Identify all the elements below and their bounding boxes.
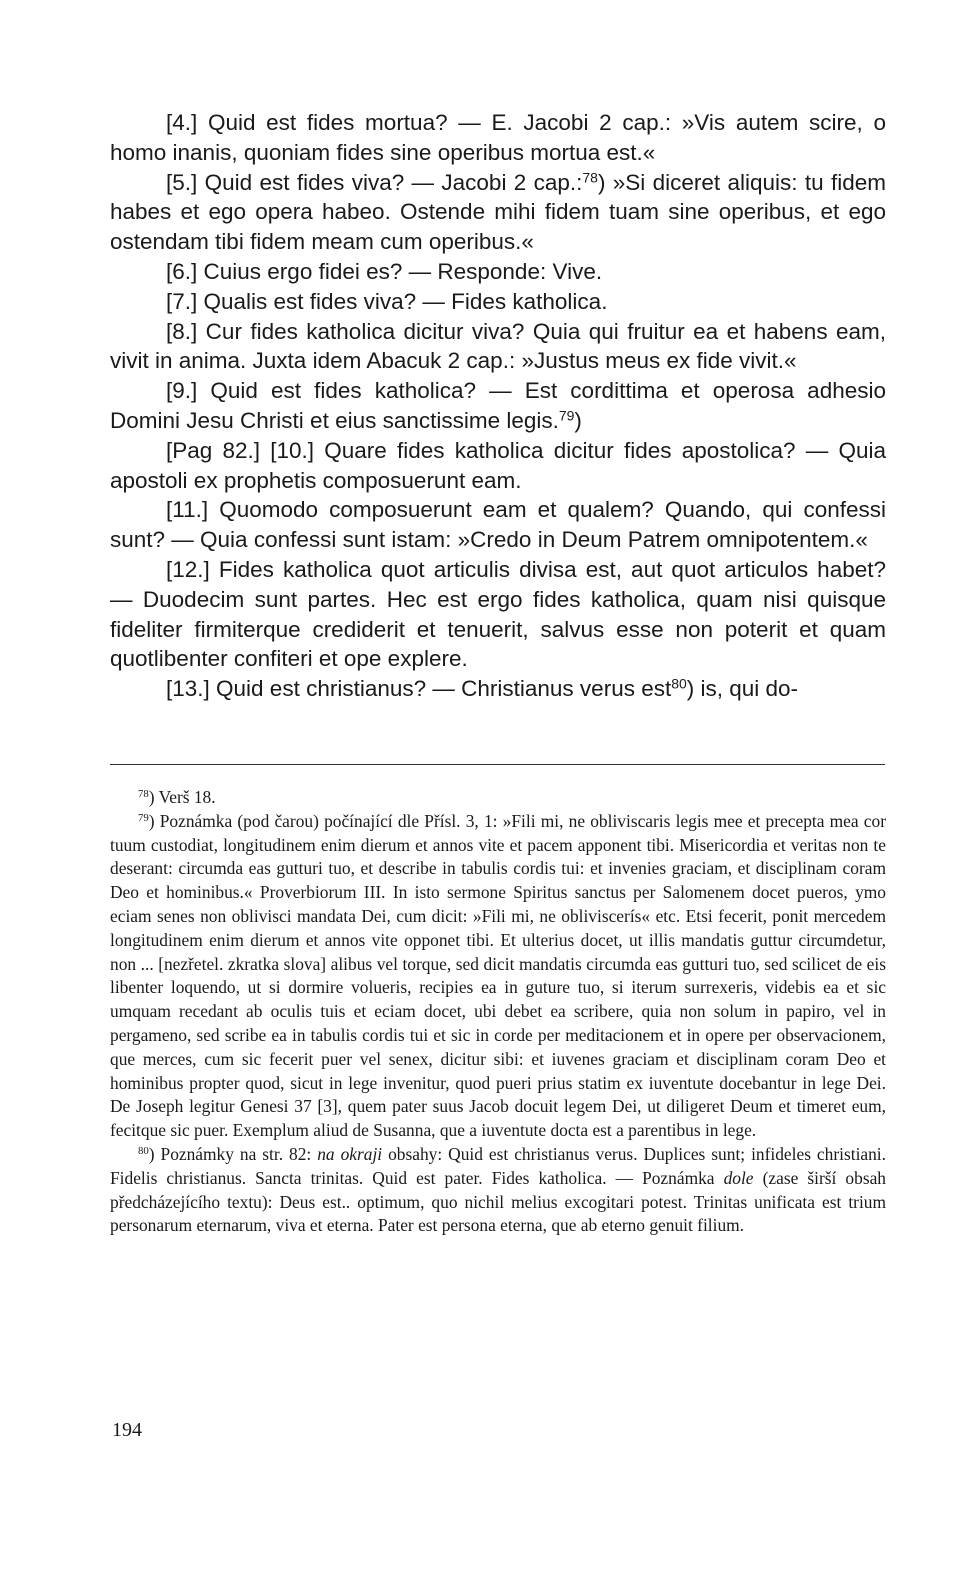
paragraph-13-text: [13.] Quid est christianus? — Christianus verus est [166,676,672,702]
paragraph-6: [6.] Cuius ergo fidei es? — Responde: Vive. [166,258,603,284]
footnote-text-end: (zase širší obsah předcházejícího textu): Deus est.. optimum, quo nichil melius excogitari potest. Trinitas unificata est trium personarum eternarum, viva et eterna. Pater est persona eterna, que ab eterno genuit filium. [110,1167,886,1236]
footnote-text: ) Poznámka (pod čarou) počínající dle Přísl. 3, 1: »Fili mi, ne obliviscaris legis mee et precepta mea cor tuum custodiat, longitudinem enim dierum et annos vite et pacem apponent tibi. Misericordia et veritas non te deserant: circumda eas gutturi tuo, et describe in tabulis cordis tui: et invenies graciam, et disciplinam coram Deo et hominibus.« Proverbiorum III. In isto sermone Spiritus sanctus per Salomenem docet pueros, ymo eciam senes non oblivisci mandata Dei, cum dicit: »Fili mi, ne obliviscerís« etc. Etsi fecerit, ponit mercedem longitudinem enim dierum et annos vite opponet tibi. Et ulterius docet, ut illis mandatis guttur circumdetur, non ... [nezřetel. zkratka slova] alibus vel torque, sed dicit mandatis circumda eas gutturi tuo, sed scilicet de eis libenter loquendo, ut si dormire volueris, recipies ea in guture tuo, si iterum surrexeris, videbis ea et sic umquam recedant ab oculis tuis et eciam docet, ubi debet ea scribere, quia non solum in papiro, vel in pergameno, sed scribe ea in tabulis cordis tui et sic in corde per meditacionem et in opere per observacionem, que merces, cum sic fecerit puer vel senex, dicitur sibi: et iuvenes graciam et disciplinam coram Deo et hominibus propter quod, sicut in lege invenitur, quod pueri prius statim ex iuventute docebantur in lege Dei. De Joseph legitur Genesi 37 [3], quem pater suus Jacob docuit legem Dei, ut diligeret Deum et timeret eum, fecitque sic puer. Exemplum aliud de Susanna, que a iuventute docta est a parentibus in lege. [110,810,886,1141]
footnote-80 [110,1143,886,1238]
footnotes [110,786,886,1238]
paragraph-12: [12.] Fides katholica quot articulis divisa est, aut quot articulos habet? — Duodecim sunt partes. Hec est ergo fides katholica, quam nisi quisque fideliter firmiterque crediderit et tenuerit, salvus esse non poterit et quam quotlibenter confiteri et ope explere. [110,556,886,672]
footnote-ref-78: 78 [582,168,598,185]
paragraph-13-text-cont: ) is, qui do- [686,676,799,702]
footnote-text: ) Poznámky na str. 82: [148,1143,318,1164]
paragraph-9 [110,376,886,436]
footnote-mark: 80 [138,1145,149,1158]
paragraph-11: [11.] Quomodo composuerunt eam et qualem? Quando, qui confessi sunt? — Quia confessi sunt istam: »Credo in Deum Patrem omnipotentem.« [110,497,886,553]
footnote-78 [110,786,886,810]
footnote-79 [110,810,886,1143]
footnote-mark: 78 [138,788,149,801]
footnote-text-cont: obsahy: Quid est christianus verus. Duplices sunt; infideles christiani. Fidelis christianus. Sancta trinitas. Quid est pater. Fides katholica. — Poznámka [110,1143,886,1188]
footnote-italic: na okraji [317,1143,383,1164]
paragraph-10: [Pag 82.] [10.] Quare fides katholica dicitur fides apostolica? — Quia apostoli ex prophetis composuerunt eam. [110,437,886,493]
main-text [110,108,886,704]
paragraph-5 [110,168,886,257]
paragraph-8: [8.] Cur fides katholica dicitur viva? Quia qui fruitur ea et habens eam, vivit in anima. Juxta idem Abacuk 2 cap.: »Justus meus ex fide vivit.« [110,318,886,374]
footnote-mark: 79 [138,811,149,824]
paragraph-9-text-cont: ) [574,407,582,433]
paragraph-9-text: [9.] Quid est fides katholica? — Est cordittima et operosa adhesio Domini Jesu Christi et eius sanctissime legis. [110,378,886,433]
page-body [110,108,886,704]
paragraph-4: [4.] Quid est fides mortua? — E. Jacobi 2 cap.: »Vis autem scire, o homo inanis, quoniam fides sine operibus mortua est.« [110,110,886,165]
paragraph-5-text-cont: ) »Si diceret aliquis: tu fidem habes et ego opera habeo. Ostende mihi fidem tuam sine operibus, et ego ostendam tibi fidem meam cum operibus.« [110,169,887,255]
paragraph-5-text: [5.] Quid est fides viva? — Jacobi 2 cap.: [166,169,583,195]
footnote-divider [110,764,885,765]
paragraph-13 [110,674,886,704]
footnote-text: ) Verš 18. [148,787,216,807]
footnote-italic: dole [723,1167,754,1188]
paragraph-7: [7.] Qualis est fides viva? — Fides katholica. [166,288,608,314]
page-number: 194 [112,1419,142,1441]
footnote-ref-79: 79 [558,407,575,424]
footnote-ref-80: 80 [671,675,687,692]
